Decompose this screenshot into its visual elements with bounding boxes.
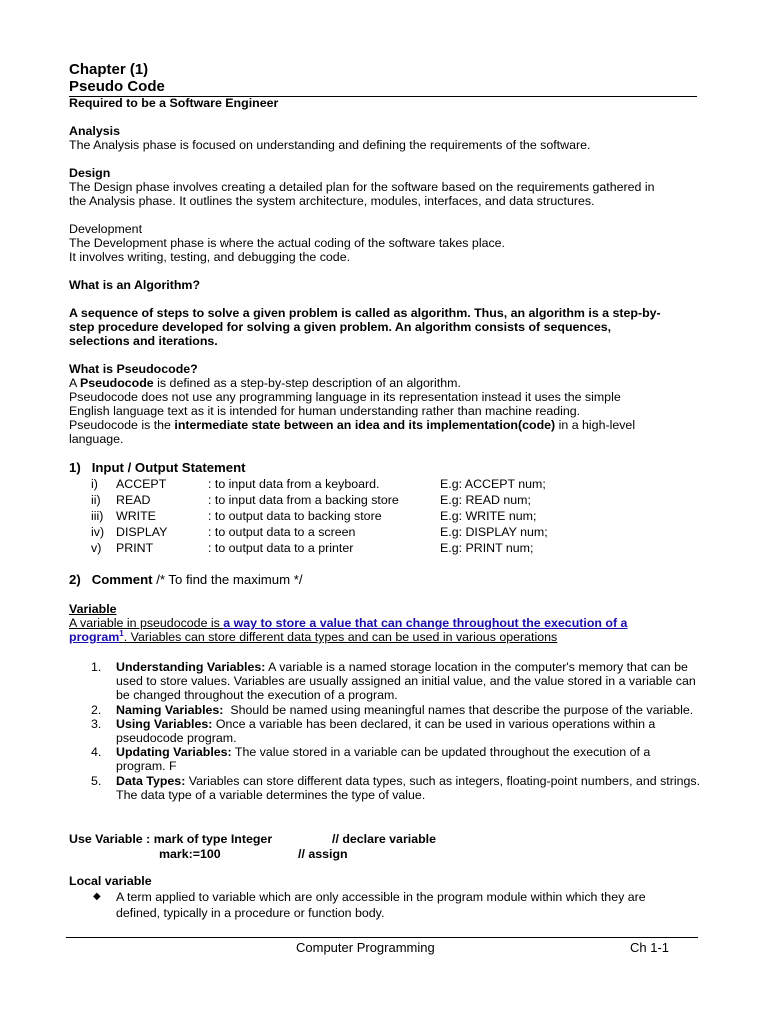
footer-page-number: Ch 1-1 [630, 940, 670, 955]
local-variable-line1: A term applied to variable which are only accessible in the program module within which they are [116, 890, 646, 904]
list-item-title: Data Types: [116, 773, 186, 788]
list-item [91, 717, 701, 745]
list-item-title: Understanding Variables: [116, 660, 266, 674]
list-number: 5. [91, 773, 102, 788]
assign-line: mark:=100 [159, 847, 221, 861]
io-desc: : to input data from a keyboard. [208, 477, 380, 491]
io-eg: E.g: ACCEPT num; [440, 477, 546, 491]
variable-line2: program$^1$. Variables can store different data types and can be used in various operations [69, 628, 558, 644]
development-line2: It involves writing, testing, and debugging the code. [69, 250, 351, 264]
list-number: 4. [91, 745, 102, 760]
analysis-heading: Analysis [69, 124, 120, 138]
io-desc: : to output data to a printer [208, 541, 354, 555]
footer-title: Computer Programming [296, 940, 435, 955]
algorithm-line3: selections and iterations. [69, 334, 218, 348]
footnote-ref[interactable]: 1 [119, 628, 124, 638]
pseudocode-line5: language. [69, 432, 124, 446]
io-row [0, 493, 768, 509]
io-name: WRITE [116, 509, 156, 523]
design-line2: the Analysis phase. It outlines the system architecture, modules, interfaces, and data structures. [69, 194, 595, 208]
algorithm-line1: A sequence of steps to solve a given problem is called as algorithm. Thus, an algorithm is a step-by- [69, 306, 661, 320]
io-num: v) [91, 541, 102, 555]
pseudocode-line3: English language text as it is intended for human understanding rather than machine reading. [69, 404, 581, 418]
io-eg: E.g: DISPLAY num; [440, 525, 548, 539]
assign-comment: // assign [298, 847, 348, 861]
io-num: iii) [91, 509, 104, 523]
list-item-title: Updating Variables: [116, 745, 232, 760]
development-heading: Development [69, 222, 143, 236]
io-name: ACCEPT [116, 477, 167, 491]
list-item [91, 773, 704, 802]
list-item-text: Once a variable has been declared, it can be used in various operations within a pseudocode program. [116, 716, 659, 746]
io-num: ii) [91, 493, 101, 507]
list-number: 3. [91, 716, 102, 731]
list-item-title: Using Variables: [116, 716, 213, 731]
variable-link[interactable]: a way to store a value that can change throughout the execution of a [223, 616, 628, 630]
io-eg: E.g: READ num; [440, 493, 531, 507]
page-title: Pseudo Code [69, 78, 165, 95]
subtitle: Required to be a Software Engineer [69, 96, 279, 110]
io-name: DISPLAY [116, 525, 168, 539]
chapter-label: Chapter (1) [69, 61, 149, 78]
io-name: READ [116, 493, 151, 507]
pseudocode-line4: Pseudocode is the intermediate state between an idea and its implementation(code) in a high-level [69, 418, 636, 432]
pseudocode-line1: A Pseudocode is defined as a step-by-step description of an algorithm. [69, 376, 461, 390]
algorithm-line2: step procedure developed for solving a given problem. An algorithm consists of sequences, [69, 320, 612, 334]
comment-line: 2) Comment /* To find the maximum */ [69, 572, 303, 587]
list-item-text: A variable is a named storage location in the computer's memory that can be used to store values. Variables are usually assigned an initial value, and the value stored in a variable can be changed throughout the execution of a program. [116, 660, 700, 703]
design-heading: Design [69, 166, 111, 180]
variable-link-cont[interactable]: program [69, 630, 120, 644]
io-desc: : to output data to a screen [208, 525, 356, 539]
variable-heading: Variable [69, 602, 117, 616]
development-line1: The Development phase is where the actual coding of the software takes place. [69, 236, 505, 250]
io-desc: : to output data to backing store [208, 509, 382, 523]
list-item-title: Naming Variables: [116, 702, 224, 717]
use-variable-comment: // declare variable [332, 832, 437, 846]
io-row [0, 509, 768, 525]
io-desc: : to input data from a backing store [208, 493, 399, 507]
local-variable-line2: defined, typically in a procedure or function body. [116, 906, 385, 920]
list-item-text: Should be named using meaningful names that describe the purpose of the variable. [223, 702, 694, 717]
list-number: 2. [91, 702, 102, 717]
algorithm-heading: What is an Algorithm? [69, 278, 201, 292]
bullet-icon: ◆ [93, 891, 101, 902]
io-row [0, 541, 768, 557]
variable-line1: A variable in pseudocode is a way to store a value that can change throughout the execution of a [69, 616, 628, 630]
use-variable-line: Use Variable : mark of type Integer [69, 832, 273, 846]
io-row [0, 477, 768, 493]
io-name: PRINT [116, 541, 154, 555]
design-line1: The Design phase involves creating a detailed plan for the software based on the requirements gathered in [69, 180, 655, 194]
analysis-text: The Analysis phase is focused on understanding and defining the requirements of the software. [69, 138, 591, 152]
io-num: iv) [91, 525, 105, 539]
list-item-text: Variables can store different data types, such as integers, floating-point numbers, and strings. The data type of a variable determines the type of value. [116, 773, 704, 802]
pseudocode-heading: What is Pseudocode? [69, 362, 198, 376]
list-number: 1. [91, 660, 102, 674]
local-variable-heading: Local variable [69, 874, 152, 888]
pseudocode-line2: Pseudocode does not use any programming language in its representation instead it uses the simple [69, 390, 621, 404]
list-item [91, 703, 701, 717]
list-item-text: The value stored in a variable can be updated throughout the execution of a program. F [116, 745, 654, 774]
list-item [91, 745, 701, 773]
footer-rule [66, 937, 698, 938]
io-row [0, 525, 768, 541]
list-item [91, 660, 701, 703]
io-eg: E.g: WRITE num; [440, 509, 537, 523]
io-eg: E.g: PRINT num; [440, 541, 534, 555]
io-heading: 1) Input / Output Statement [69, 460, 246, 475]
variable-list [91, 660, 704, 802]
io-num: i) [91, 477, 98, 491]
